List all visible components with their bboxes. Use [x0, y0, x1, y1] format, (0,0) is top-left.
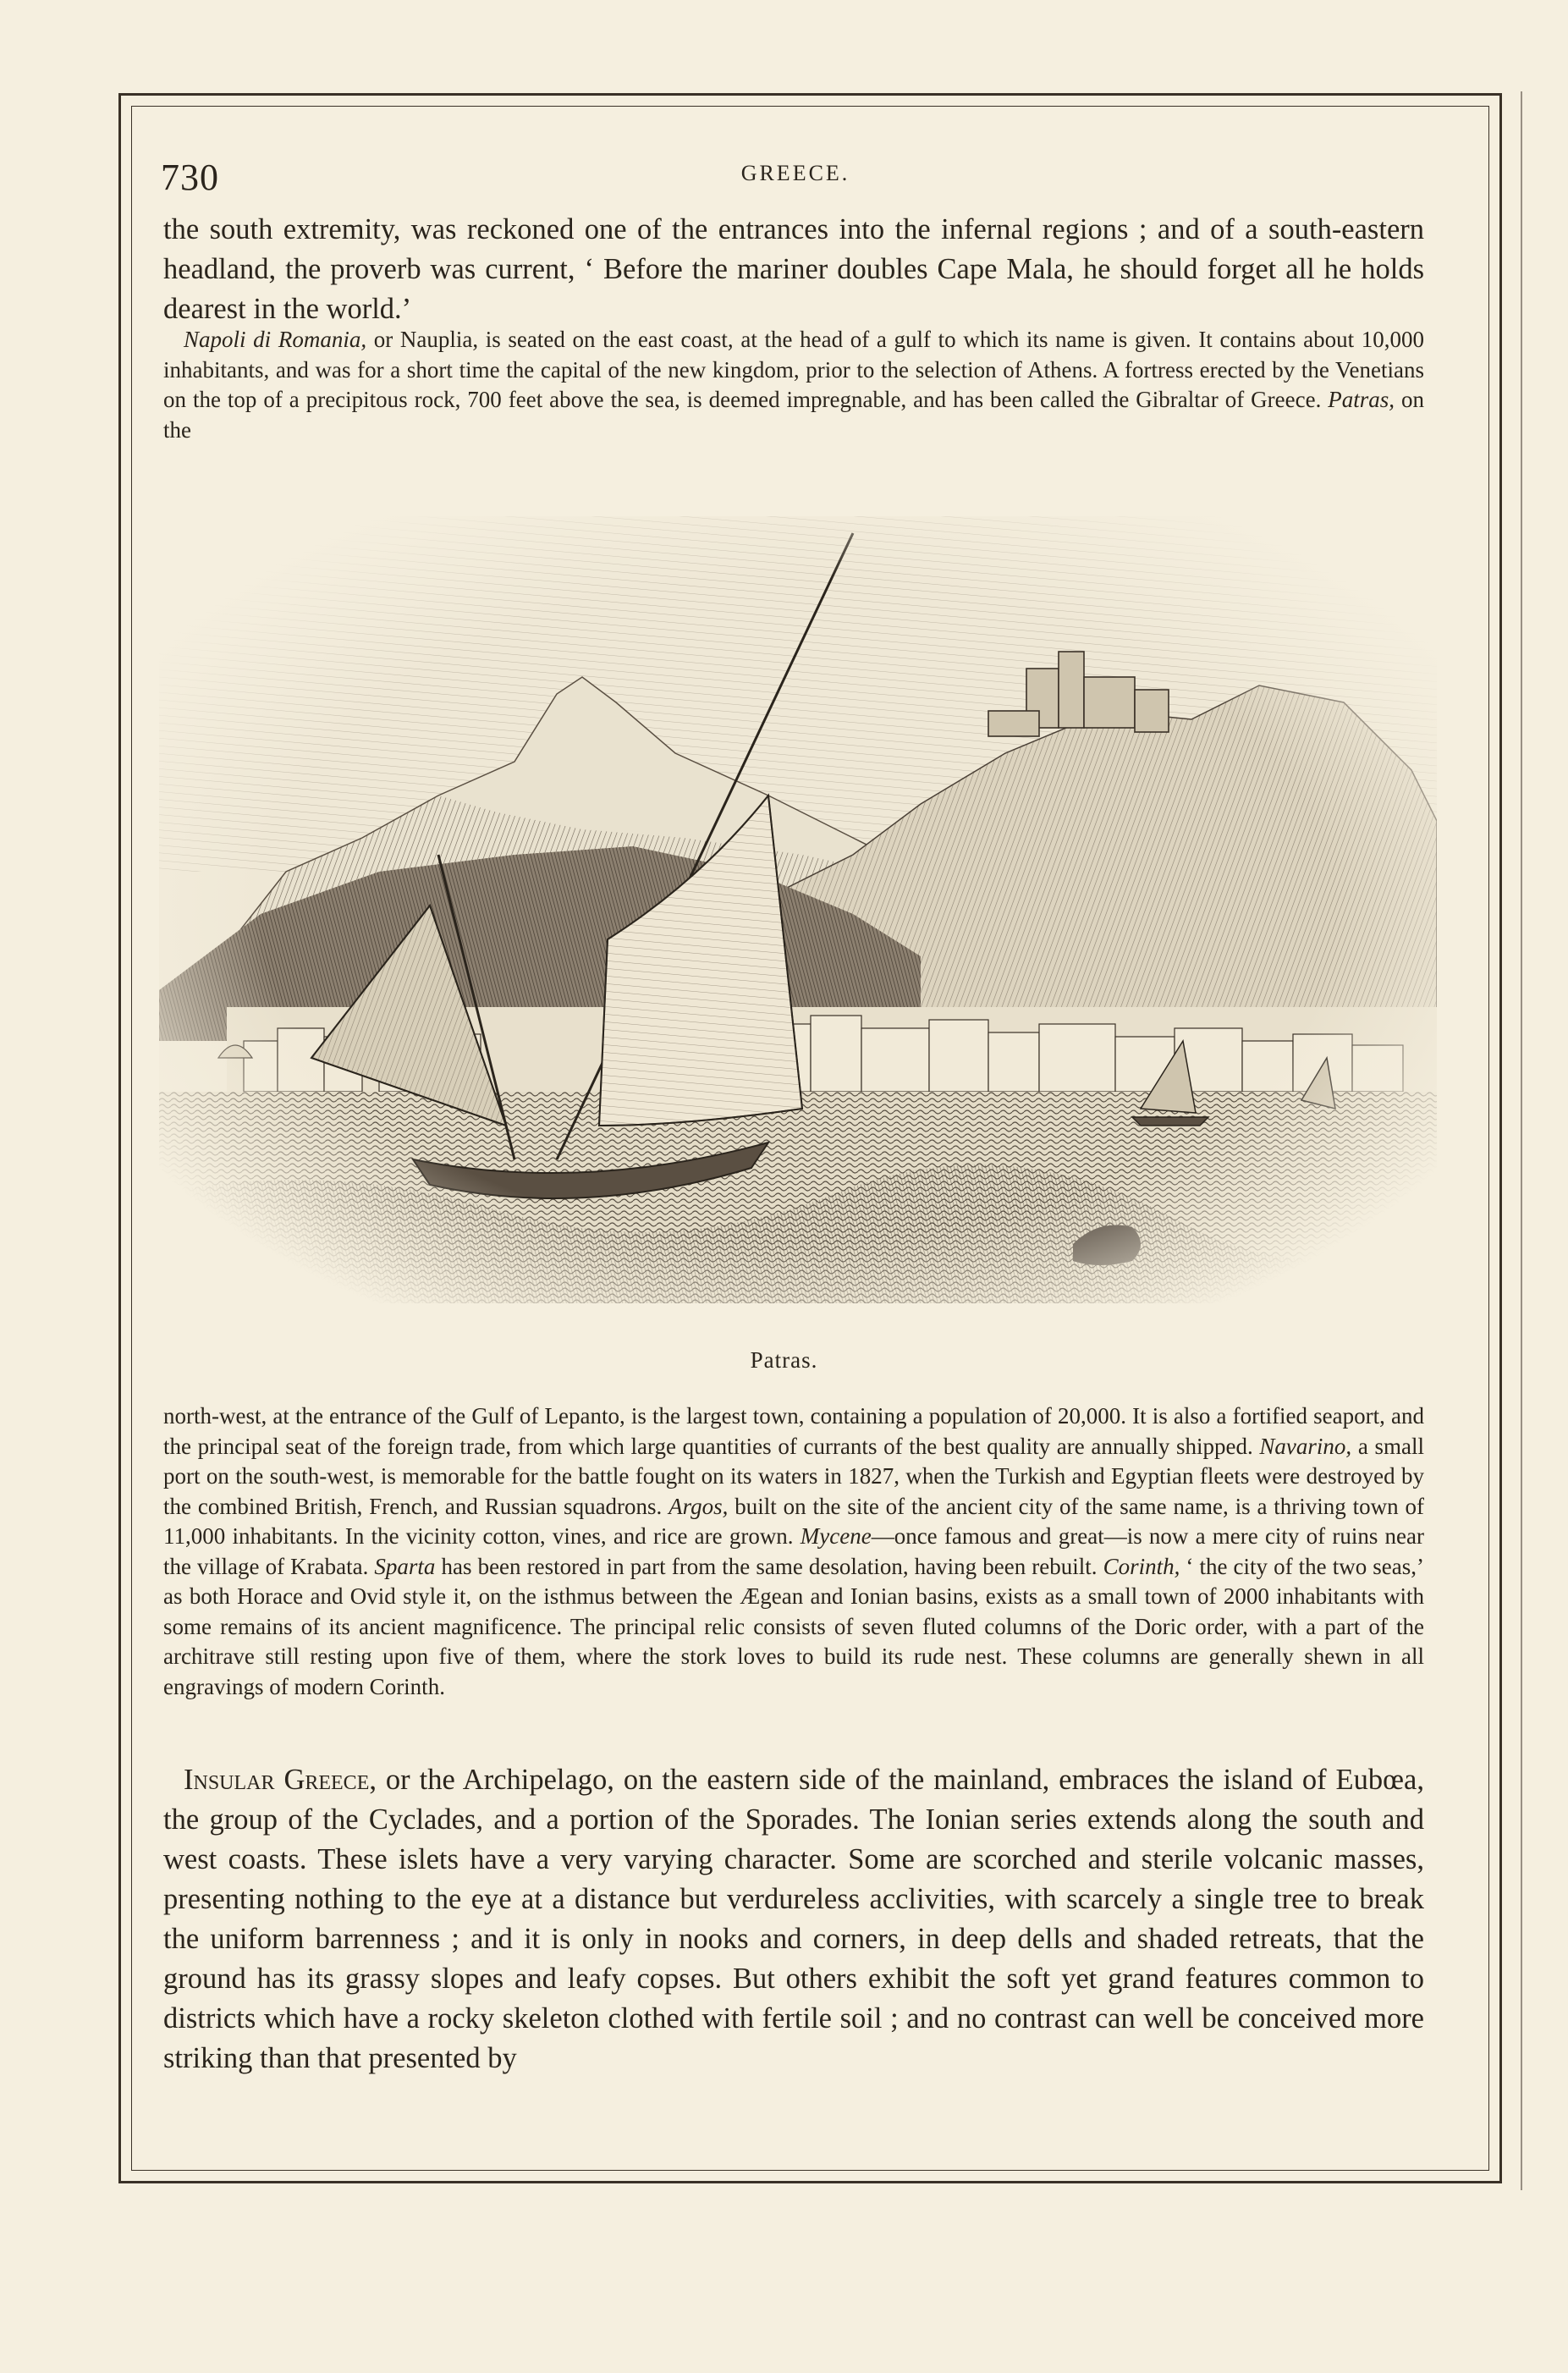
- insular-paragraph: [163, 1760, 1424, 2078]
- navarino-text: a small port on the south-west, is memorable for the battle fought on its waters in 1827, when the Turkish and Egyptian fleets were destroyed by the combined British, French, and Russian squadrons.: [163, 1433, 1424, 1519]
- place-name-patras: Patras,: [1328, 387, 1395, 412]
- place-name-mycene: Mycene: [800, 1523, 872, 1549]
- page-number: 730: [161, 157, 219, 198]
- insular-greece-lead: Insular Greece,: [184, 1764, 377, 1796]
- insular-text: or the Archipelago, on the eastern side of the mainland, embraces the island of Eubœa, the group of the Cyclades, and a portion of the Sporades. The Ionian series extends along the south and west coasts. These islets have a very varying character. Some are scorched and sterile volcanic masses, presenting nothing to the eye at a distance but verdureless acclivities, with scarcely a single tree to break the uniform barrenness ; and it is only in nooks and corners, in deep dells and shaded retreats, that the ground has its grassy slopes and leafy copses. But others exhibit the soft yet grand features common to districts which have a rocky skeleton clothed with fertile soil ; and no contrast can well be conceived more striking than that presented by: [163, 1764, 1424, 2074]
- continuation-paragraph: [163, 1401, 1424, 1702]
- patras-text: north-west, at the entrance of the Gulf of Lepanto, is the largest town, containing a population of 20,000. It is also a fortified seaport, and the principal seat of the foreign trade, from which large quantities of currants of the best quality are annually shipped.: [163, 1403, 1424, 1459]
- place-name-argos: Argos,: [668, 1493, 729, 1519]
- opening-paragraph: the south extremity, was reckoned one of the entrances into the infernal regions ; and of a south-eastern headland, the proverb was current, ‘ Before the mariner doubles Cape Mala, he should forget all he holds dearest in the world.’: [163, 213, 1424, 325]
- nauplia-tail: on the: [163, 387, 1424, 443]
- running-head: GREECE.: [740, 161, 850, 185]
- place-name-napoli: Napoli di Romania,: [184, 327, 367, 352]
- nauplia-text: or Nauplia, is seated on the east coast, at the head of a gulf to which its name is given. It contains about 10,000 inhabitants, and was for a short time the capital of the new kingdom, prior to the selection of Athens. A fortress erected by the Venetians on the top of a precipitous rock, 700 feet above the sea, is deemed impregnable, and has been called the Gibraltar of Greece.: [163, 327, 1424, 412]
- place-name-navarino: Navarino,: [1259, 1433, 1352, 1459]
- harbor-illustration: [159, 516, 1437, 1303]
- illustration-caption: Patras.: [750, 1347, 818, 1373]
- corinth-text: ‘ the city of the two seas,’ as both Horace and Ovid style it, on the isthmus between the Ægean and Ionian basins, exists as a small town of 2000 inhabitants with some remains of its ancient magnificence. The principal relic consists of seven fluted columns of the Doric order, with a part of the architrave still resting upon five of them, where the stork loves to build its rude nest. These columns are generally shewn in all engravings of modern Corinth.: [163, 1553, 1424, 1699]
- place-name-corinth: Corinth,: [1103, 1553, 1180, 1579]
- mycene-text: —once famous and great—is now a mere city of ruins near the village of Krabata.: [163, 1523, 1424, 1579]
- argos-text: built on the site of the ancient city of the same name, is a thriving town of 11,000 inhabitants. In the vicinity cotton, vines, and rice are grown.: [163, 1493, 1424, 1549]
- patras-engraving: [159, 516, 1437, 1303]
- continuation-paragraph-block: [163, 1401, 1424, 1702]
- page-header: [161, 152, 1430, 203]
- opening-paragraph-block: [163, 210, 1424, 329]
- nauplia-paragraph: [163, 325, 1424, 445]
- insular-paragraph-block: [163, 1760, 1424, 2078]
- nauplia-paragraph-block: [163, 325, 1424, 445]
- binding-edge-line: [1521, 91, 1522, 2190]
- place-name-sparta: Sparta: [374, 1553, 436, 1579]
- sparta-text: has been restored in part from the same desolation, having been rebuilt.: [435, 1553, 1103, 1579]
